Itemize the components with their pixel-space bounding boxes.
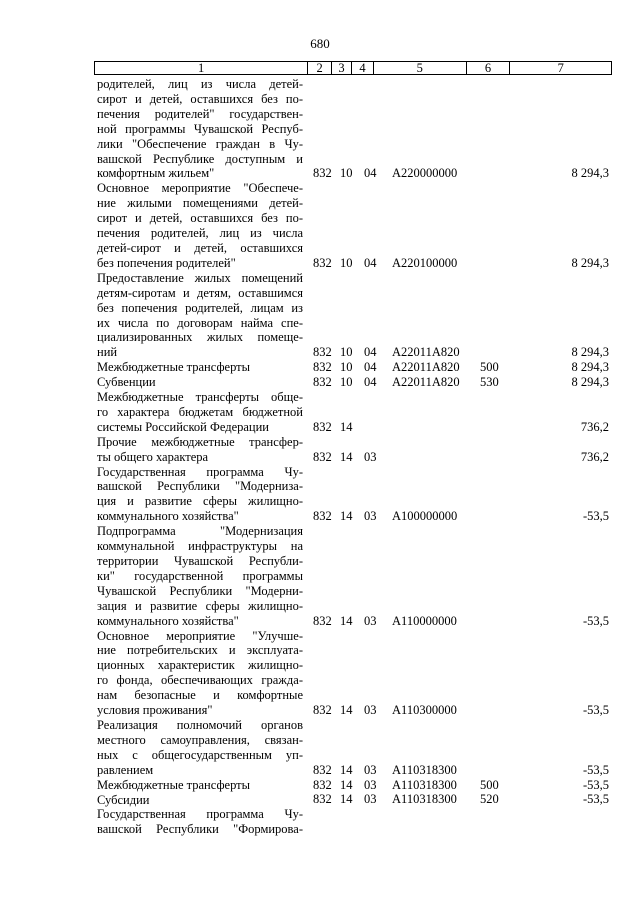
amount: -53,5 [582,792,609,807]
header-col-1: 1 [95,62,308,74]
target-article-code: A110318300 [392,792,457,807]
row-codes [0,420,640,435]
row-codes [0,703,640,718]
section-code: 10 [340,345,353,360]
section-code: 10 [340,255,353,270]
chapter-code: 832 [313,449,332,464]
description-line: ной программы Чувашской Респуб- [97,121,303,136]
description-line: печения родителей" государствен- [97,106,303,121]
description-line: го характера бюджетам бюджетной [97,404,303,419]
header-col-5: 5 [374,62,467,74]
description-line: печения родителей, лиц из числа [97,226,303,241]
description-line: коммунального хозяйства" [97,613,239,628]
table-row [0,718,640,778]
subsection-code: 03 [364,613,377,628]
description-line: Реализация полномочий органов [97,717,303,732]
chapter-code: 832 [313,360,332,375]
description-line: зация и развитие сферы жилищно- [97,598,303,613]
section-code: 14 [340,702,353,717]
amount: -53,5 [582,702,609,717]
description-line: ние жилыми помещениями детей- [97,196,303,211]
target-article-code: A110318300 [392,777,457,792]
header-col-4: 4 [352,62,374,74]
target-article-code: A22011A820 [392,375,460,390]
chapter-code: 832 [313,509,332,524]
description-line: территории Чувашской Республи- [97,554,303,568]
amount: -53,5 [582,613,609,628]
table-row [0,360,640,375]
subsection-code: 04 [364,255,377,270]
description-line: нам безопасные и комфортные [97,688,303,703]
section-code: 10 [340,375,353,390]
expense-type-code: 530 [480,375,499,390]
description-line: вашской Республики "Модерниза- [97,479,303,494]
description-line: сирот и детей, оставшихся без по- [97,91,303,106]
target-article-code: A110000000 [392,613,457,628]
description-line: системы Российской Федерации [97,419,269,434]
table-row [0,778,640,793]
row-codes [0,778,640,793]
table-row [0,524,640,628]
description-line: детей-сирот и детей, оставшихся [97,240,303,255]
target-article-code: A22011A820 [392,345,460,360]
subsection-code: 03 [364,509,377,524]
table-row [0,435,640,465]
chapter-code: 832 [313,777,332,792]
description-line: Государственная программа Чу- [97,807,303,822]
chapter-code: 832 [313,375,332,390]
amount: 8 294,3 [571,255,609,270]
table-row [0,375,640,390]
chapter-code: 832 [313,762,332,777]
row-codes [0,375,640,390]
section-code: 14 [340,792,353,807]
description-line: их числа по договорам найма спе- [97,315,303,330]
description-line: Основное мероприятие "Улучше- [97,628,303,643]
description-line: вашской Республике доступным и [97,151,303,166]
row-codes [0,166,640,181]
chapter-code: 832 [313,702,332,717]
description-line: детям-сиротам и детям, оставшимся [97,285,303,300]
description-line: местного самоуправления, связан- [97,732,303,747]
row-codes [0,360,640,375]
chapter-code: 832 [313,166,332,181]
description-line: комфортным жильем" [97,166,215,181]
description-line: Межбюджетные трансферты [97,777,251,792]
section-code: 14 [340,613,353,628]
description-line: равлением [97,762,154,777]
description-line: Межбюджетные трансферты [97,360,251,375]
description-line: вашской Республики "Формирова- [97,822,303,837]
table-row [0,629,640,718]
row-codes [0,792,640,807]
amount: 8 294,3 [571,375,609,390]
target-article-code: A100000000 [392,509,458,524]
description-line: ние потребительских и эксплуата- [97,643,303,658]
subsection-code: 03 [364,449,377,464]
amount: -53,5 [582,777,609,792]
subsection-code: 04 [364,360,377,375]
description-line: Субвенции [97,375,156,390]
description-line: родителей, лиц из числа детей- [97,77,303,91]
row-codes [0,450,640,465]
description-line: Государственная программа Чу- [97,464,303,479]
table-row [0,271,640,360]
row-codes [0,763,640,778]
expense-type-code: 500 [480,360,499,375]
table-header [94,61,612,75]
description-line: ционных характеристик жилищно- [97,658,303,673]
page-number: 680 [310,36,330,51]
target-article-code: A110318300 [392,762,457,777]
description-line: Подпрограмма "Модернизация [97,524,303,539]
description-line: Чувашской Республики "Модерни- [97,583,303,598]
description-line: го фонда, обеспечивающих гражда- [97,673,303,688]
amount: -53,5 [582,762,609,777]
table-row [0,390,640,435]
row-codes [0,256,640,271]
amount: 736,2 [580,419,609,434]
subsection-code: 03 [364,792,377,807]
description-line: сирот и детей, оставшихся без по- [97,211,303,226]
description-line: коммунальной инфраструктуры на [97,539,303,554]
table-row [0,181,640,270]
section-code: 10 [340,360,353,375]
description-line: ты общего характера [97,449,209,464]
subsection-code: 03 [364,762,377,777]
description-line: коммунального хозяйства" [97,509,239,524]
description-line: лики "Обеспечение граждан в Чу- [97,136,303,151]
row-codes [0,509,640,524]
amount: 8 294,3 [571,166,609,181]
chapter-code: 832 [313,345,332,360]
target-article-code: A220100000 [392,255,458,270]
table-row [0,793,640,808]
subsection-code: 04 [364,375,377,390]
description-line: ки" государственной программы [97,568,303,583]
row-codes [0,345,640,360]
chapter-code: 832 [313,255,332,270]
description-line: ных с общегосударственным уп- [97,747,303,762]
description-line: условия проживания" [97,703,213,718]
description-line: ний [97,345,118,360]
header-col-2: 2 [308,62,332,74]
header-col-3: 3 [332,62,352,74]
budget-table-body [0,77,640,837]
target-article-code: A22011A820 [392,360,460,375]
amount: 8 294,3 [571,345,609,360]
description-line: Прочие межбюджетные трансфер- [97,434,303,449]
expense-type-code: 520 [480,792,499,807]
chapter-code: 832 [313,419,332,434]
amount: -53,5 [582,509,609,524]
description-line: Межбюджетные трансферты обще- [97,390,303,405]
description-line: циализированных жилых помеще- [97,330,303,345]
description-line: Предоставление жилых помещений [97,270,303,285]
table-row [0,77,640,181]
table-row [0,807,640,837]
target-article-code: A110300000 [392,702,457,717]
description-line: ция и развитие сферы жилищно- [97,494,303,509]
row-codes [0,822,640,837]
description-line: без попечения родителей, лицам из [97,300,303,315]
row-codes [0,614,640,629]
expense-type-code: 500 [480,777,499,792]
chapter-code: 832 [313,613,332,628]
subsection-code: 03 [364,777,377,792]
section-code: 14 [340,419,353,434]
table-row [0,465,640,525]
section-code: 14 [340,777,353,792]
section-code: 14 [340,762,353,777]
subsection-code: 04 [364,166,377,181]
description-line: без попечения родителей" [97,255,236,270]
section-code: 14 [340,449,353,464]
section-code: 10 [340,166,353,181]
header-col-7: 7 [557,61,564,75]
section-code: 14 [340,509,353,524]
description-line: Субсидии [97,792,150,807]
subsection-code: 03 [364,702,377,717]
target-article-code: A220000000 [392,166,458,181]
amount: 8 294,3 [571,360,609,375]
header-col-6: 6 [467,62,511,74]
description-line: Основное мероприятие "Обеспече- [97,181,303,196]
amount: 736,2 [580,449,609,464]
subsection-code: 04 [364,345,377,360]
chapter-code: 832 [313,792,332,807]
